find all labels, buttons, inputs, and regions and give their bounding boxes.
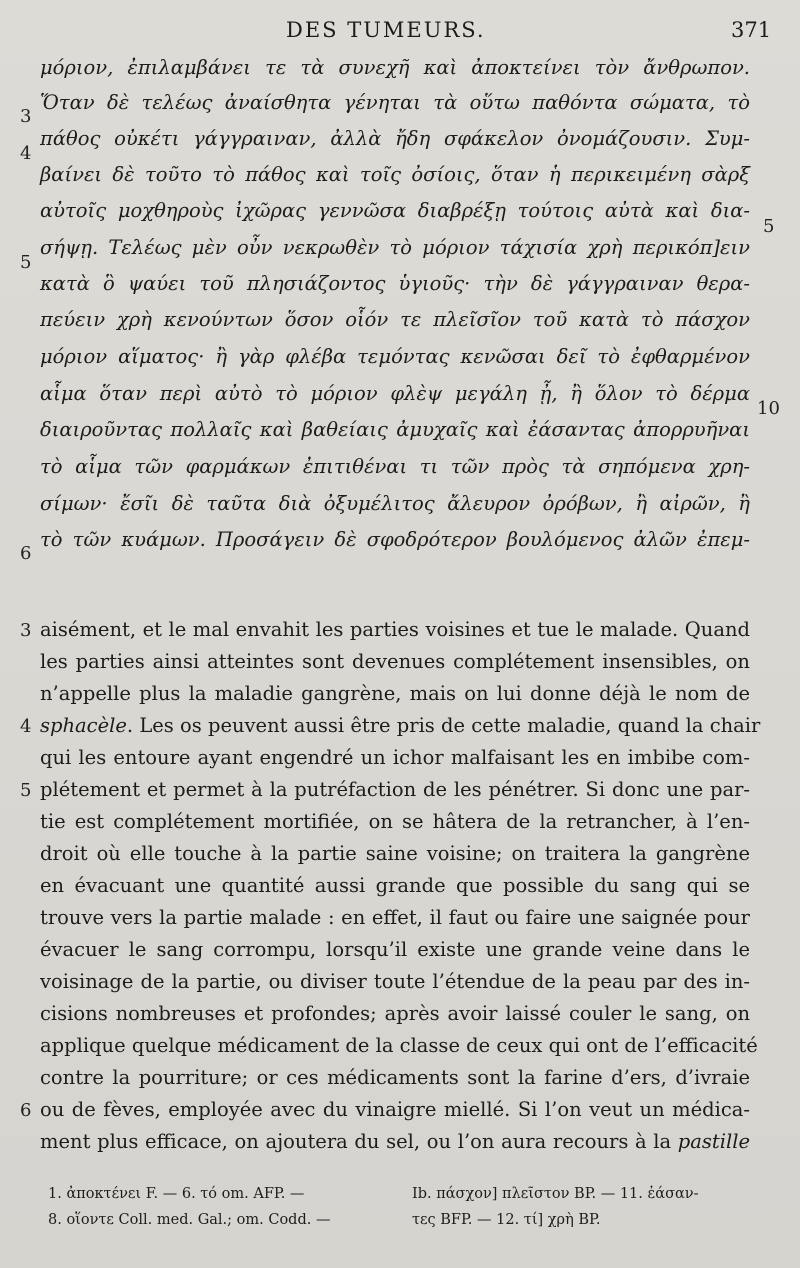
french-line: ou de fèves, employée avec du vinaigre miellé. Si l’on veut un médica- <box>40 1098 750 1121</box>
french-line: aisément, et le mal envahit les parties voisines et tue le malade. Quand <box>40 618 750 641</box>
line-number: 5 <box>763 216 775 237</box>
line-number: 6 <box>20 1100 32 1121</box>
running-title: DES TUMEURS. <box>286 18 486 42</box>
greek-line: αὐτοῖς μοχθηροὺς ἰχῶρας γεννῶσα διαβρέξῃ τούτοις αὐτὰ καὶ δια- <box>40 199 750 222</box>
line-number: 4 <box>20 716 32 737</box>
french-line: ment plus efficace, on ajoutera du sel, ou l’on aura recours à la pastille <box>40 1130 750 1153</box>
french-line: contre la pourriture; or ces médicaments sont la farine d’ers, d’ivraie <box>40 1066 750 1089</box>
greek-line: πάθος οὐκέτι γάγγραιναν, ἀλλὰ ἤδη σφάκελον ὀνομάζουσιν. Συμ- <box>40 127 750 150</box>
french-line: plétement et permet à la putréfaction de les pénétrer. Si donc une par- <box>40 778 750 801</box>
greek-line: μόριον, ἐπιλαμβάνει τε τὰ συνεχῆ καὶ ἀποκτείνει τὸν ἄνθρωπον. <box>40 56 750 79</box>
line-number: 3 <box>20 620 32 641</box>
line-number: 6 <box>20 543 32 564</box>
french-line: droit où elle touche à la partie saine voisine; on traitera la gangrène <box>40 842 750 865</box>
footnote-left-1: 1. ἀποκτένει F. — 6. τό om. AFP. — <box>48 1186 305 1202</box>
greek-line: κατὰ ὃ ψαύει τοῦ πλησιάζοντος ὑγιοῦς· τὴν δὲ γάγγραιναν θερα- <box>40 272 750 295</box>
french-line: tie est complétement mortifiée, on se hâtera de la retrancher, à l’en- <box>40 810 750 833</box>
page-number: 371 <box>731 18 772 42</box>
french-line: applique quelque médicament de la classe de ceux qui ont de l’efficacité <box>40 1034 758 1057</box>
greek-line: τὸ τῶν κυάμων. Προσάγειν δὲ σφοδρότερον βουλόμενος ἀλῶν ἐπεμ- <box>40 528 750 551</box>
line-number: 5 <box>20 780 32 801</box>
greek-line: σήψῃ. Τελέως μὲν οὖν νεκρωθὲν τὸ μόριον τάχισία χρὴ περικόπ]ειν <box>40 236 750 259</box>
french-line: voisinage de la partie, ou diviser toute l’étendue de la peau par des in- <box>40 970 750 993</box>
line-number: 4 <box>20 143 32 164</box>
greek-line: τὸ αἷμα τῶν φαρμάκων ἐπιτιθέναι τι τῶν πρὸς τὰ σηπόμενα χρη- <box>40 455 750 478</box>
running-header <box>0 14 800 48</box>
footnote-left-2: 8. οἵοντε Coll. med. Gal.; om. Codd. — <box>48 1212 331 1228</box>
french-line: trouve vers la partie malade : en effet, il faut ou faire une saignée pour <box>40 906 750 929</box>
footnote-right-1: Ib. πάσχον] πλεῖστον BP. — 11. ἐάσαν- <box>412 1186 699 1202</box>
italic-word: sphacèle <box>40 714 127 737</box>
french-line: les parties ainsi atteintes sont devenues complétement insensibles, on <box>40 650 750 673</box>
greek-line: διαιροῦντας πολλαῖς καὶ βαθείαις ἀμυχαῖς καὶ ἐάσαντας ἀπορρυῆναι <box>40 418 750 441</box>
greek-line: Ὅταν δὲ τελέως ἀναίσθητα γένηται τὰ οὕτω παθόντα σώματα, τὸ <box>40 91 750 114</box>
line-number: 5 <box>20 252 32 273</box>
french-line: qui les entoure ayant engendré un ichor malfaisant les en imbibe com- <box>40 746 750 769</box>
italic-word: pastille <box>677 1130 750 1153</box>
french-line: évacuer le sang corrompu, lorsqu’il existe une grande veine dans le <box>40 938 750 961</box>
footnote-right-2: τες BFP. — 12. τί] χρὴ BP. <box>412 1212 601 1228</box>
line-number: 3 <box>20 106 32 127</box>
french-line: cisions nombreuses et profondes; après avoir laissé couler le sang, on <box>40 1002 750 1025</box>
greek-line: βαίνει δὲ τοῦτο τὸ πάθος καὶ τοῖς ὀσίοις, ὅταν ἡ περικειμένη σὰρξ <box>40 163 750 186</box>
greek-line: σίμων· ἔσῖι δὲ ταῦτα διὰ ὀξυμέλιτος ἄλευρον ὀρόβων, ἢ αἰρῶν, ἢ <box>40 492 750 515</box>
greek-line: πεύειν χρὴ κενούντων ὅσον οἷόν τε πλεῖσῖον τοῦ κατὰ τὸ πάσχον <box>40 308 750 331</box>
french-line: en évacuant une quantité aussi grande que possible du sang qui se <box>40 874 750 897</box>
french-line: sphacèle. Les os peuvent aussi être pris de cette maladie, quand la chair <box>40 714 761 737</box>
greek-line: αἷμα ὅταν περὶ αὐτὸ τὸ μόριον φλὲψ μεγάλη ᾖ, ἢ ὅλον τὸ δέρμα <box>40 382 750 405</box>
french-line: n’appelle plus la maladie gangrène, mais on lui donne déjà le nom de <box>40 682 750 705</box>
greek-line: μόριον αἵματος· ἢ γὰρ φλέβα τεμόντας κενῶσαι δεῖ τὸ ἐφθαρμένον <box>40 345 750 368</box>
line-number: 10 <box>757 398 780 419</box>
